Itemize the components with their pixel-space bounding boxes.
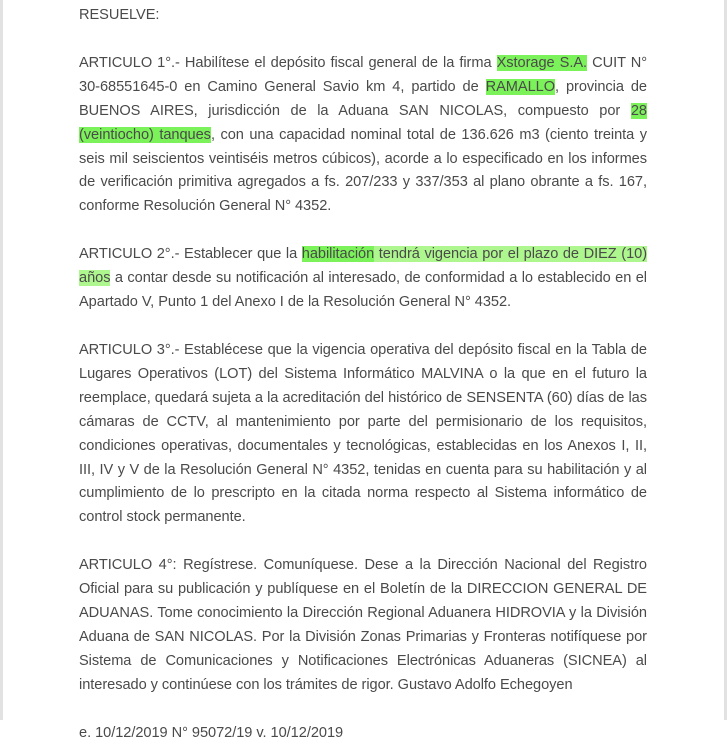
highlight-habilitacion: habilitación	[301, 246, 375, 263]
highlight-partido: RAMALLO	[485, 78, 556, 95]
publication-footer: e. 10/12/2019 N° 95072/19 v. 10/12/2019	[79, 724, 344, 741]
article-3: ARTICULO 3°.- Establécese que la vigencia operativa del depósito fiscal en la Tabla de Lugares Operativos (LOT) del Sistema Informático MALVINA o la que en el futuro la reemplace, quedará sujeta a la acreditación del histórico de SENSENTA (60) días de las cámaras de CCTV, al mantenimiento por parte del permisionario de los requisitos, condiciones operativas, documentales y tecnológicas, establecidas en los Anexos I, II, III, IV y V de la Resolución General N° 4352, tenidas en cuenta para su habilitación y al cumplimiento de lo prescripto en la citada norma respecto al Sistema informático de control stock permanente.	[79, 341, 647, 526]
highlight-vigencia: tendrá vigencia por el plazo de DIEZ (10) años	[79, 246, 648, 287]
article-1: ARTICULO 1°.- Habilítese el depósito fiscal general de la firma Xstorage S.A. CUIT N° 30-68551645-0 en Camino General Savio km 4, partido de RAMALLO, provincia de BUENOS AIRES, jurisdicción de la Aduana SAN NICOLAS, compuesto por 28 (veintiocho) tanques, con una capacidad nominal total de 136.626 m3 (ciento treinta y seis mil seiscientos veintiséis metros cúbicos), acorde a lo especificado en los informes de verificación primitiva agregados a fs. 207/233 y 337/353 al plano obrante a fs. 167, conforme Resolución General N° 4352.	[79, 54, 648, 215]
article-4: ARTICULO 4°: Regístrese. Comuníquese. Dese a la Dirección Nacional del Registro Oficial para su publicación y publíquese en el Boletín de la DIRECCION GENERAL DE ADUANAS. Tome conocimiento la Dirección Regional Aduanera HIDROVIA y la División Aduana de SAN NICOLAS. Por la División Zonas Primarias y Fronteras notifíquese por Sistema de Comunicaciones y Notificaciones Electrónicas Aduaneras (SICNEA) al interesado y continúese con los trámites de rigor. Gustavo Adolfo Echegoyen	[79, 557, 647, 693]
highlight-company: Xstorage S.A.	[496, 54, 588, 71]
resuelve-heading: RESUELVE:	[79, 7, 160, 23]
highlight-tanks: 28 (veintiocho) tanques	[79, 102, 647, 143]
article-1-label: ARTICULO 1°.-	[79, 54, 180, 71]
left-border	[0, 0, 3, 720]
article-2: ARTICULO 2°.- Establecer que la habilitación tendrá vigencia por el plazo de DIEZ (10) años a contar desde su notificación al interesado, de conformidad a lo establecido en el Apartado V, Punto 1 del Anexo I de la Resolución General N° 4352.	[79, 246, 648, 311]
resolution-body	[79, 4, 647, 746]
article-2-label: ARTICULO 2°.-	[79, 246, 180, 263]
